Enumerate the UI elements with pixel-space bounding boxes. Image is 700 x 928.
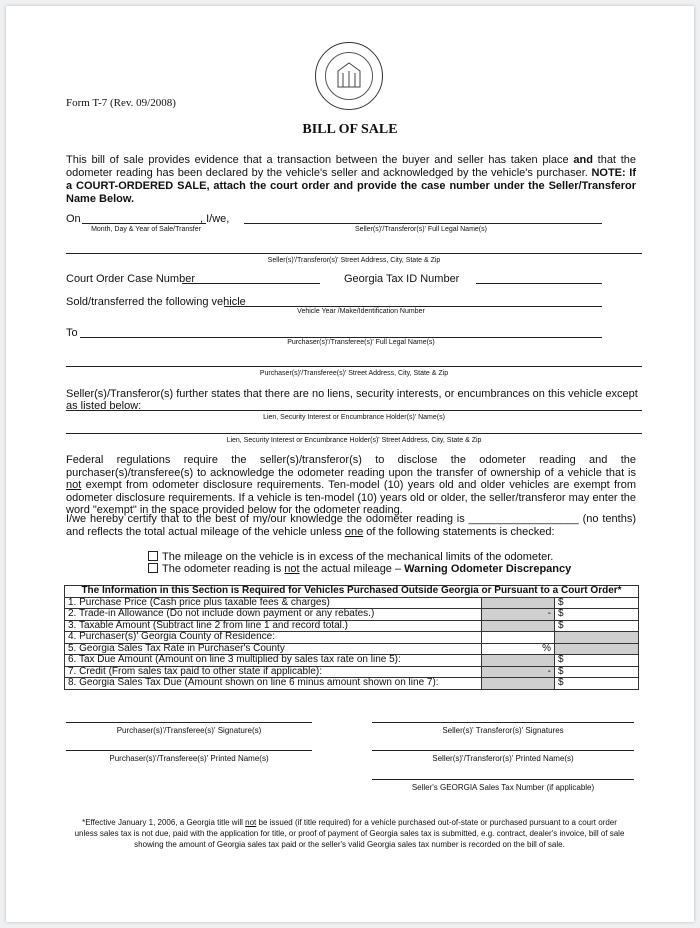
- seller-signature-field[interactable]: [372, 722, 634, 723]
- iwe-label: , I/we,: [200, 213, 230, 225]
- to-label: To: [66, 327, 78, 339]
- purchaser-signature-caption: Purchaser(s)'/Transferee(s)' Signature(s): [116, 726, 262, 735]
- excess-mileage-checkbox[interactable]: [148, 551, 158, 561]
- certify-paragraph: I/we hereby certify that to the best of my/our knowledge the odometer reading is __________________ (no tenths) and reflects the total actual mileage of the vehicle unless one of the following statements is checked:: [66, 513, 637, 538]
- purchaser-address-field[interactable]: [66, 366, 642, 367]
- seller-name-caption: Seller(s)'/Transferor(s)' Full Legal Name(s): [355, 226, 487, 233]
- lien-name-caption: Lien, Security Interest or Encumbrance Holder(s)' Name(s): [263, 414, 445, 421]
- option-excess-mileage: The mileage on the vehicle is in excess of the mechanical limits of the odometer.: [148, 551, 553, 563]
- seller-name-field[interactable]: [244, 223, 602, 224]
- table-row: 1. Purchase Price (Cash price plus taxable fees & charges) $: [65, 597, 639, 609]
- purchaser-name-caption: Purchaser(s)'/Transferee(s)' Full Legal Name(s): [287, 339, 435, 346]
- table-row: 3. Taxable Amount (Subtract line 2 from line 1 and record total.) $: [65, 620, 639, 632]
- georgia-seal-icon: [315, 42, 383, 110]
- purchaser-name-field[interactable]: [80, 337, 602, 338]
- vehicle-field[interactable]: [224, 306, 602, 307]
- seller-printed-caption: Seller(s)'/Transferor(s)' Printed Name(s): [432, 754, 574, 763]
- lien-address-caption: Lien, Security Interest or Encumbrance Holder(s)' Street Address, City, State & Zip: [226, 437, 482, 444]
- seller-address-field[interactable]: [66, 253, 642, 254]
- table-row: 5. Georgia Sales Tax Rate in Purchaser's County %: [65, 643, 639, 655]
- sale-date-field[interactable]: [82, 223, 206, 224]
- seller-tax-number-field[interactable]: [372, 779, 634, 780]
- tax-table-header: The Information in this Section is Required for Vehicles Purchased Outside Georgia or Pursuant to a Court Order*: [65, 586, 639, 598]
- table-row: 7. Credit (From sales tax paid to other state if applicable): - $: [65, 666, 639, 678]
- tax-id-label: Georgia Tax ID Number: [344, 273, 460, 285]
- page-title: BILL OF SALE: [302, 122, 398, 137]
- intro-paragraph: This bill of sale provides evidence that a transaction between the buyer and seller has taken place and that the odometer reading has been declared by the vehicle's seller and acknowledged by the vehicle's purchaser. NOTE: If a COURT-ORDERED SALE, attach the court order and provide the case number under the Seller/Transferor Name Below.: [66, 154, 636, 205]
- option-not-actual: The odometer reading is not the actual mileage – Warning Odometer Discrepancy: [148, 563, 571, 575]
- form-number: Form T-7 (Rev. 09/2008): [66, 97, 176, 109]
- court-case-label: Court Order Case Number: [66, 273, 195, 285]
- footnote: *Effective January 1, 2006, a Georgia title will not be issued (if title required) for a vehicle purchased out-of-state or purchased pursuant to a court order unless sales tax is not due, paid with the application for title, or proof of payment of Georgia sales tax is submitted, e.g. contract, dealer's invoice, bill of sale showing the amount of Georgia sales tax paid or the seller's valid Georgia sales tax number is recorded on the bill of sale.: [74, 818, 625, 849]
- not-actual-mileage-checkbox[interactable]: [148, 563, 158, 573]
- on-label: On: [66, 213, 81, 225]
- lien-name-field[interactable]: [66, 410, 642, 411]
- table-row: 2. Trade-in Allowance (Do not include down payment or any rebates.) - $: [65, 609, 639, 621]
- seller-printed-field[interactable]: [372, 750, 634, 751]
- table-row: 6. Tax Due Amount (Amount on line 3 multiplied by sales tax rate on line 5): $: [65, 655, 639, 667]
- tax-id-field[interactable]: [476, 283, 602, 284]
- purchaser-address-caption: Purchaser(s)'/Transferee(s)' Street Address, City, State & Zip: [259, 370, 449, 377]
- vehicle-caption: Vehicle Year /Make/Identification Number: [297, 308, 425, 315]
- court-case-field[interactable]: [182, 283, 320, 284]
- tax-table: [64, 585, 639, 690]
- form-page: [6, 6, 694, 922]
- liens-statement: Seller(s)/Transferor(s) further states that there are no liens, security interests, or encumbrances on this vehicle except as listed below:: [66, 388, 638, 412]
- date-caption: Month, Day & Year of Sale/Transfer: [91, 226, 201, 233]
- purchaser-printed-field[interactable]: [66, 750, 312, 751]
- federal-regulations-paragraph: Federal regulations require the seller(s)/transferor(s) to disclose the odometer reading and the purchaser(s)/transferee(s) to acknowledge the odometer reading upon the transfer of ownership of a vehicle that is not exempt from odometer disclosure requirements. Ten-model (10) years old and older vehicles are exempt from odometer disclosure requirements. If a vehicle is ten-model (10) years old or older, the seller/transferor may enter the word "exempt" in the space provided below for the odometer reading.: [66, 454, 636, 516]
- purchaser-signature-field[interactable]: [66, 722, 312, 723]
- table-row: 8. Georgia Sales Tax Due (Amount shown on line 6 minus amount shown on line 7): $: [65, 678, 639, 690]
- table-row: 4. Purchaser(s)' Georgia County of Residence:: [65, 632, 639, 644]
- seller-signature-caption: Seller(s)' Transferor(s)' Signatures: [442, 726, 564, 735]
- seller-tax-number-caption: Seller's GEORGIA Sales Tax Number (if applicable): [411, 783, 595, 792]
- odometer-reading-field[interactable]: __________________: [468, 513, 579, 525]
- purchaser-printed-caption: Purchaser(s)'/Transferee(s)' Printed Name(s): [109, 754, 269, 763]
- sold-label: Sold/transferred the following vehicle: [66, 296, 246, 308]
- seller-address-caption: Seller(s)'/Transferor(s)' Street Address, City, State & Zip: [267, 257, 441, 264]
- lien-address-field[interactable]: [66, 433, 642, 434]
